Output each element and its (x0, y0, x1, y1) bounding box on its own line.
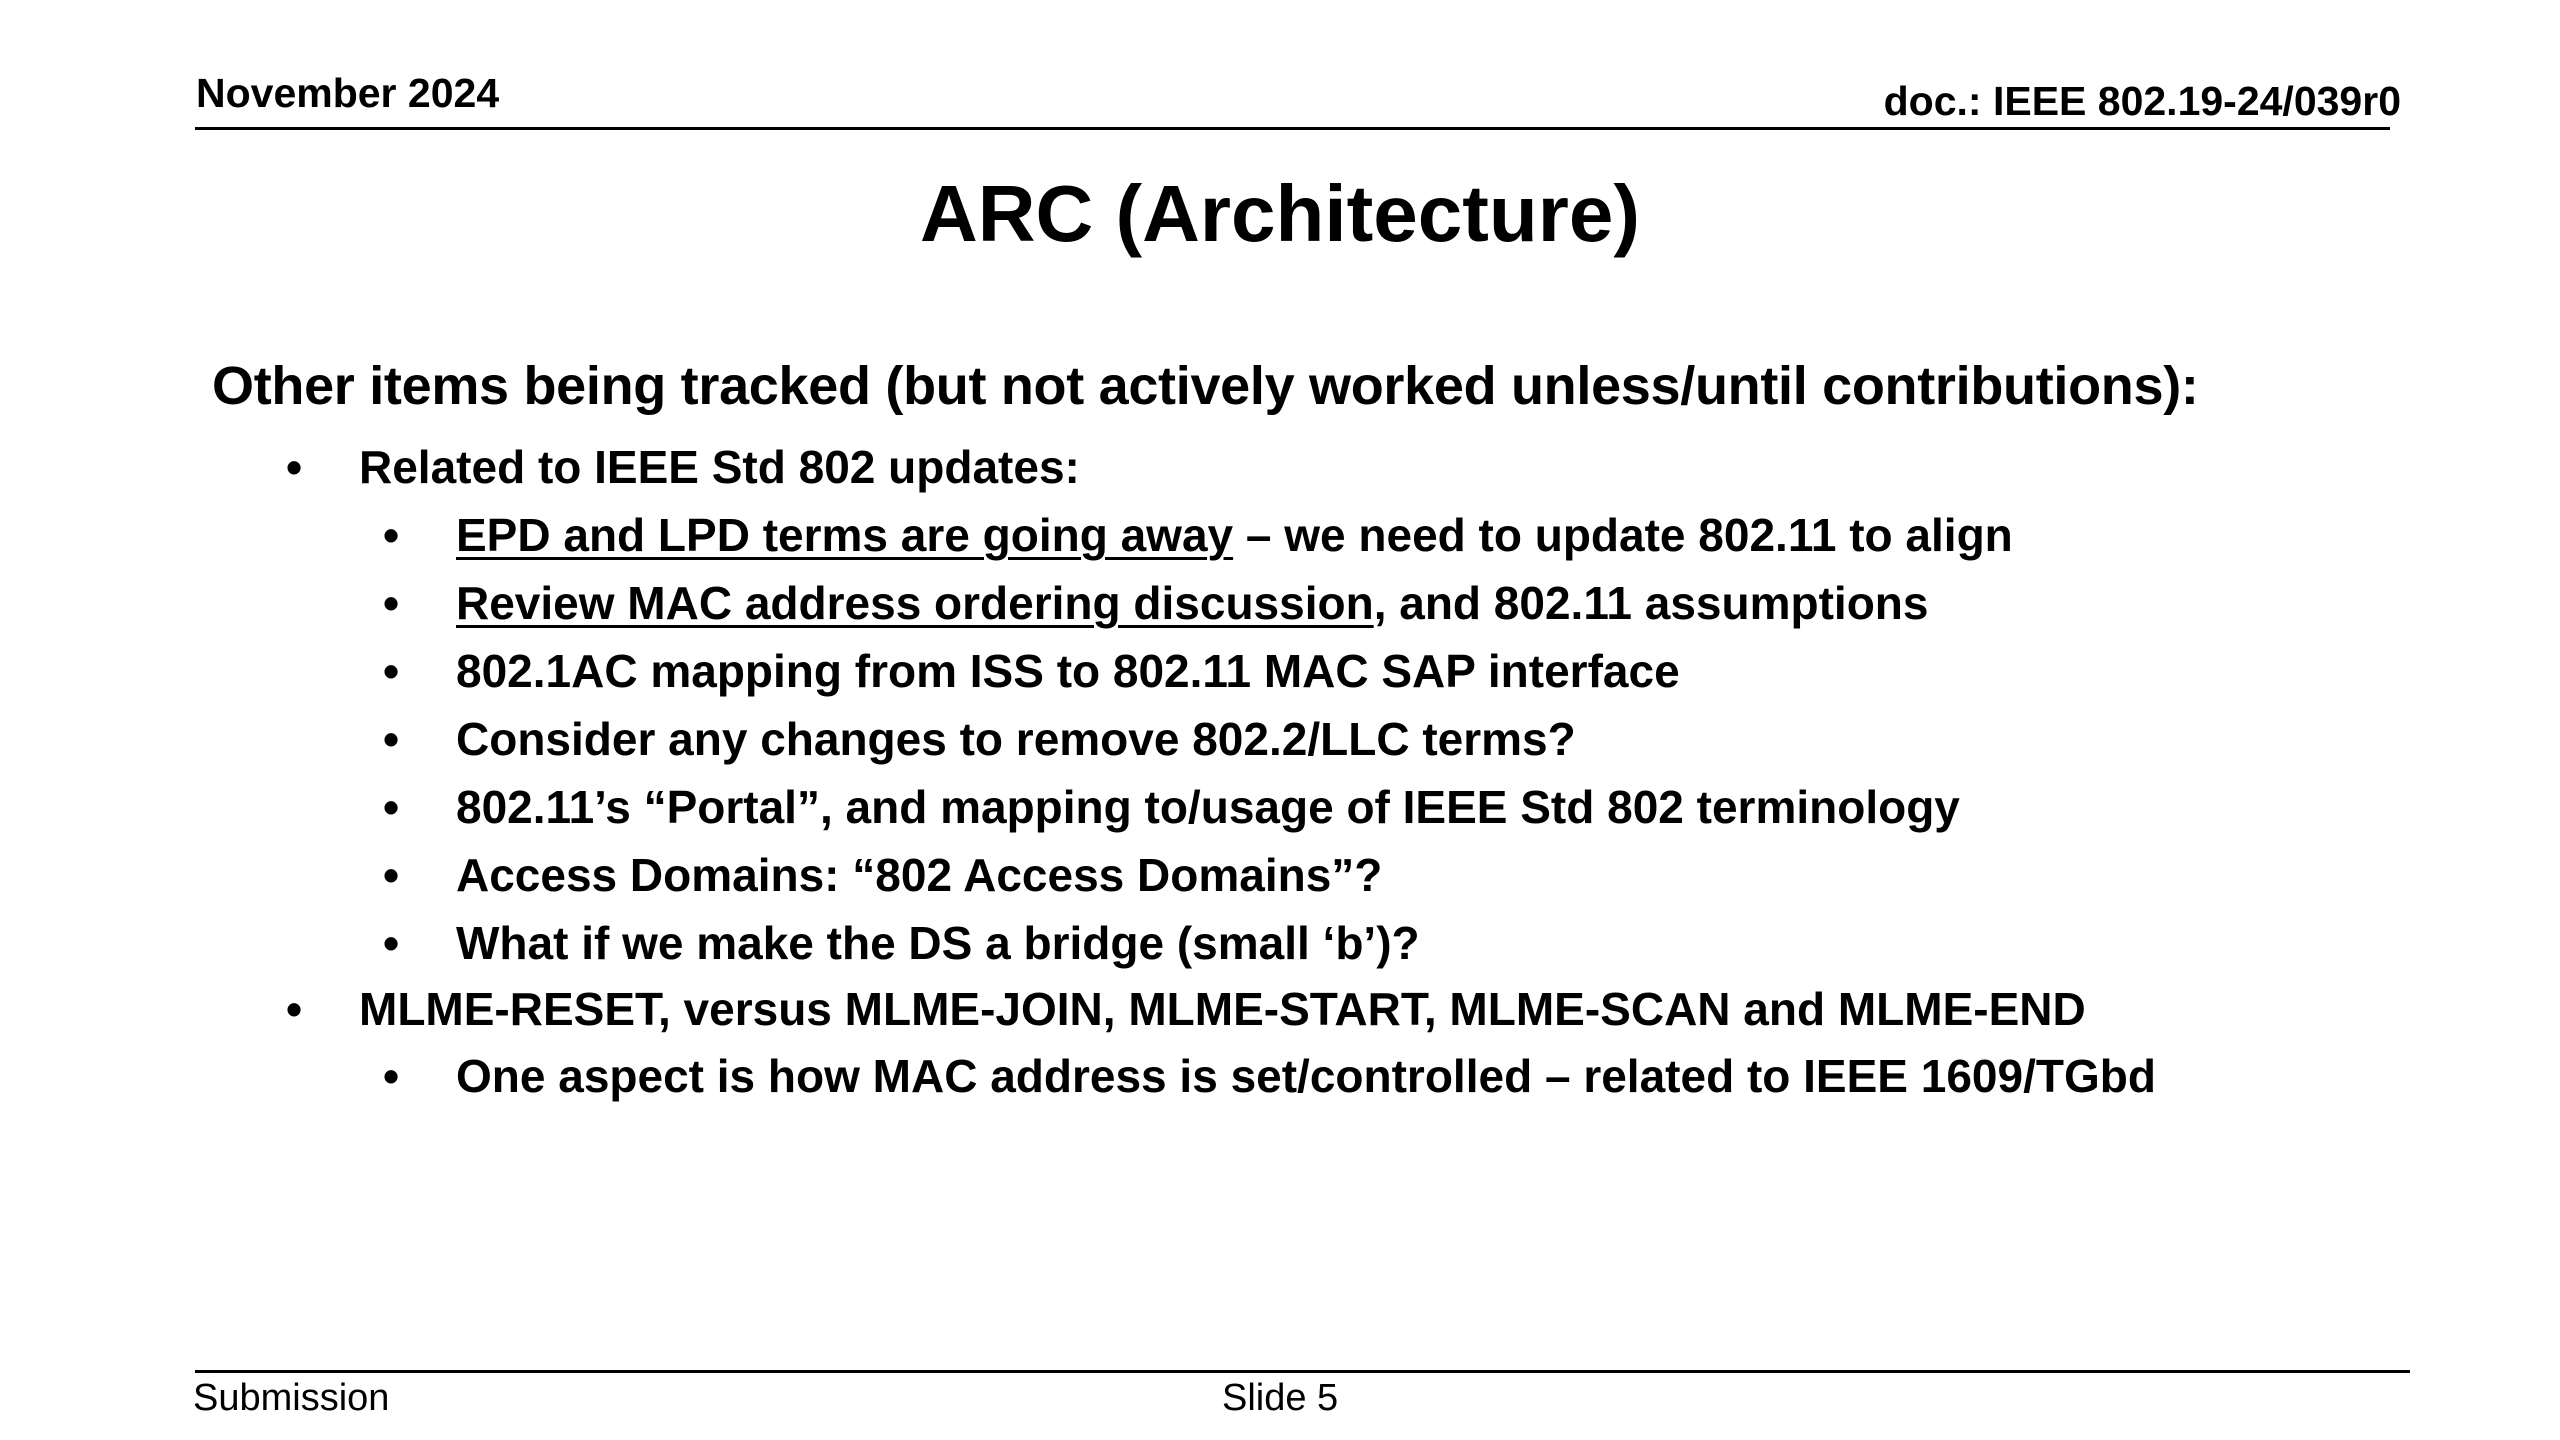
sub-bullet-item (383, 712, 1576, 766)
sub-bullet-item (383, 576, 1929, 630)
sub-bullet-item (383, 780, 1960, 834)
bullet-glyph: • (383, 849, 400, 901)
bullet-text: MLME-RESET, versus MLME-JOIN, MLME-START, MLME-SCAN and MLME-END (359, 983, 2086, 1035)
slide-title: ARC (Architecture) (919, 169, 1641, 258)
bullet-text: Consider any changes to remove 802.2/LLC terms? (456, 713, 1576, 765)
hyperlink[interactable]: EPD and LPD terms are going away (456, 509, 1234, 561)
bullet-glyph: • (286, 983, 303, 1035)
bullet-text: , and 802.11 assumptions (1373, 577, 1929, 629)
bullet-text: Related to IEEE Std 802 updates: (359, 441, 1080, 493)
sub-bullet-item (383, 644, 1680, 698)
bullet-text: What if we make the DS a bridge (small ‘b’)? (456, 917, 1420, 969)
bullet-text: 802.1AC mapping from ISS to 802.11 MAC SAP interface (456, 645, 1680, 697)
bullet-text: Access Domains: “802 Access Domains”? (456, 849, 1383, 901)
bullet-glyph: • (383, 1050, 400, 1102)
bullet-glyph: • (383, 917, 400, 969)
bullet-text: 802.11’s “Portal”, and mapping to/usage of IEEE Std 802 terminology (456, 781, 1960, 833)
sub-bullet-item (383, 916, 1420, 970)
bullet-glyph: • (383, 713, 400, 765)
sub-bullet-item (383, 508, 2013, 562)
lead-text: Other items being tracked (but not actively worked unless/until contributions): (212, 356, 2199, 416)
bullet-text: One aspect is how MAC address is set/controlled – related to IEEE 1609/TGbd (456, 1050, 2156, 1102)
hyperlink[interactable]: Review MAC address ordering discussion (456, 577, 1374, 629)
bullet-item (286, 440, 1080, 494)
bullet-glyph: • (286, 441, 303, 493)
bullet-text: – we need to update 802.11 to align (1233, 509, 2013, 561)
bullet-glyph: • (383, 781, 400, 833)
footer-submission: Submission (193, 1377, 390, 1419)
footer-divider (195, 1370, 2410, 1373)
header-doc-id: doc.: IEEE 802.19-24/039r0 (1883, 78, 2401, 124)
header-date: November 2024 (196, 70, 500, 116)
bullet-glyph: • (383, 577, 400, 629)
bullet-glyph: • (383, 645, 400, 697)
bullet-item (286, 982, 2086, 1036)
bullet-glyph: • (383, 509, 400, 561)
sub-bullet-item (383, 848, 1383, 902)
sub-bullet-item (383, 1049, 2156, 1103)
footer-slide-number: Slide 5 (1222, 1377, 1339, 1419)
header-divider (195, 127, 2390, 130)
